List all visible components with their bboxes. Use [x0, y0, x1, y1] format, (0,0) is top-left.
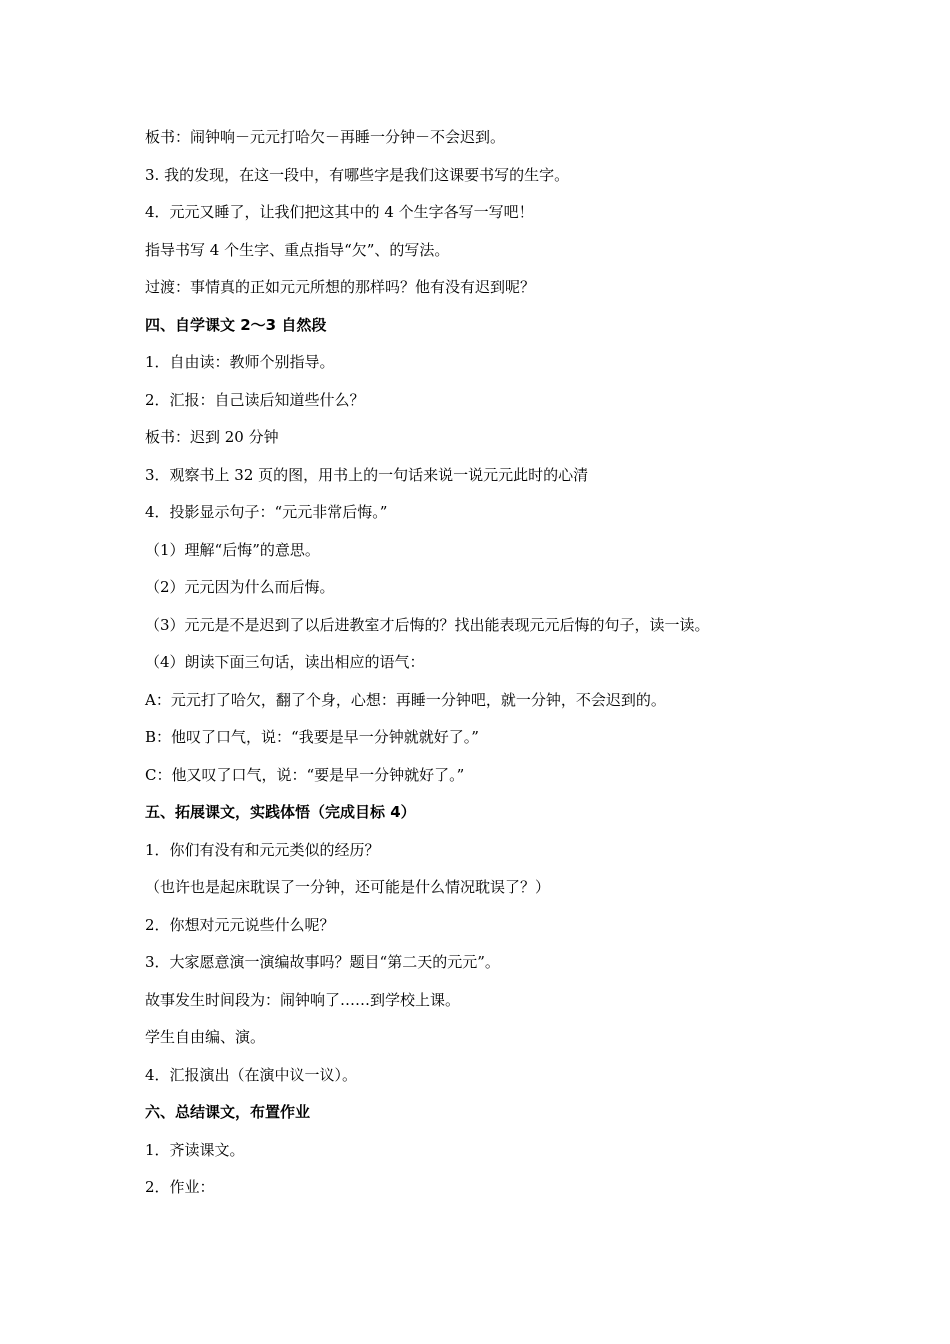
text-line: 4．投影显示句子：“元元非常后悔。”: [145, 503, 388, 521]
text-line: 板书：迟到 20 分钟: [145, 428, 279, 446]
document-body: [145, 124, 825, 1212]
text-line: 过渡：事情真的正如元元所想的那样吗？他有没有迟到呢？: [145, 278, 536, 296]
text-line: （1）理解“后悔”的意思。: [145, 540, 320, 559]
text-line: 1．齐读课文。: [145, 1140, 245, 1159]
text-line: 2．汇报：自己读后知道些什么？: [145, 390, 365, 409]
text-line: 3．大家愿意演一演编故事吗？题目“第二天的元元”。: [145, 953, 500, 971]
text-line: （3）元元是不是迟到了以后进教室才后悔的？找出能表现元元后悔的句子，读一读。: [145, 615, 710, 634]
text-line: 3. 我的发现，在这一段中，有哪些字是我们这课要书写的生字。: [145, 165, 570, 184]
section-heading: 五、拓展课文，实践体悟（完成目标 4）: [145, 803, 416, 821]
text-line: （4）朗读下面三句话，读出相应的语气：: [145, 653, 425, 671]
text-line: 3．观察书上 32 页的图，用书上的一句话来说一说元元此时的心清: [145, 465, 589, 484]
text-line: 指导书写 4 个生字、重点指导“欠”、的写法。: [145, 240, 450, 259]
text-line: 1．自由读：教师个别指导。: [145, 353, 335, 371]
text-line: （也许也是起床耽误了一分钟，还可能是什么情况耽误了？）: [145, 878, 551, 896]
section-heading: 六、总结课文，布置作业: [145, 1103, 311, 1121]
text-line: 4．汇报演出（在演中议一议）。: [145, 1065, 358, 1084]
text-line: 学生自由编、演。: [145, 1028, 266, 1046]
text-line: 2．作业：: [145, 1178, 215, 1196]
text-line: （2）元元因为什么而后悔。: [145, 578, 335, 596]
text-line: C：他又叹了口气，说：“要是早一分钟就好了。”: [145, 765, 465, 784]
text-line: B：他叹了口气，说：“我要是早一分钟就就好了。”: [145, 728, 479, 746]
text-line: 故事发生时间段为：闹钟响了……到学校上课。: [145, 990, 461, 1009]
section-heading: 四、自学课文 2～3 自然段: [145, 315, 327, 334]
text-line: 2．你想对元元说些什么呢？: [145, 915, 335, 934]
text-line: A：元元打了哈欠，翻了个身，心想：再睡一分钟吧，就一分钟，不会迟到的。: [145, 690, 666, 709]
text-line: 4．元元又睡了，让我们把这其中的 4 个生字各写一写吧！: [145, 203, 534, 221]
text-line: 板书：闹钟响－元元打哈欠－再睡一分钟－不会迟到。: [145, 128, 506, 146]
text-line: 1．你们有没有和元元类似的经历？: [145, 840, 380, 859]
